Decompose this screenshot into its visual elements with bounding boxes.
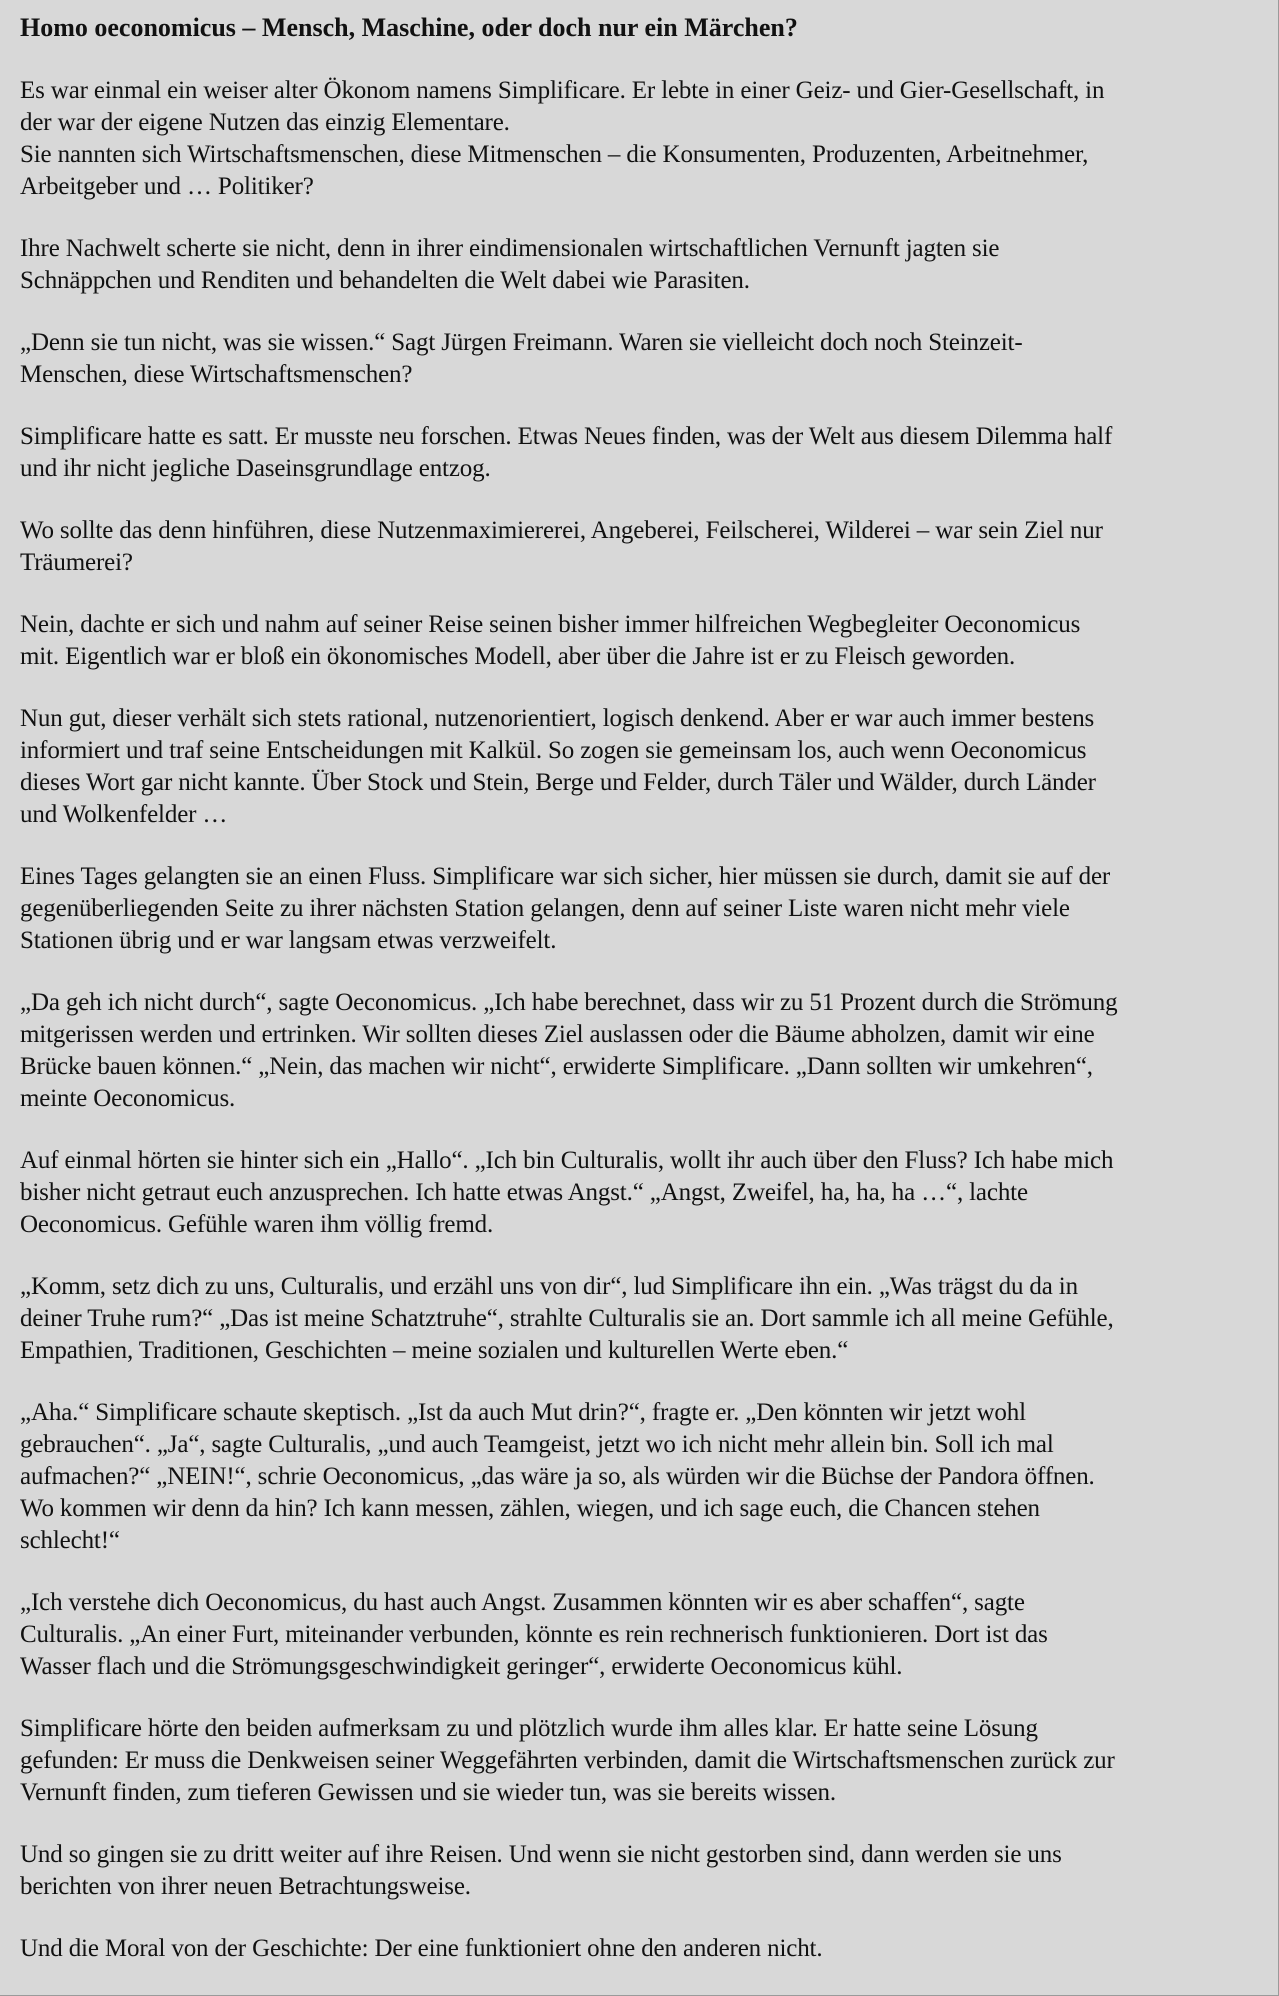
paragraph-11 <box>20 1271 1258 1367</box>
text-line: Oeconomicus. Gefühle waren ihm völlig fremd. <box>20 1211 494 1238</box>
text-line: Auf einmal hörten sie hinter sich ein „Hallo“. „Ich bin Culturalis, wollt ihr auch über den Fluss? Ich habe mich <box>20 1147 1114 1174</box>
text-line: gefunden: Er muss die Denkweisen seiner Weggefährten verbinden, damit die Wirtschaftsmenschen zurück zur <box>20 1747 1115 1774</box>
text-line: Arbeitgeber und … Politiker? <box>20 173 314 200</box>
text-line: Wo sollte das denn hinführen, diese Nutzenmaximiererei, Angeberei, Feilscherei, Wilderei – war sein Ziel nur <box>20 517 1103 544</box>
text-line: Träumerei? <box>20 549 133 576</box>
text-line: Stationen übrig und er war langsam etwas verzweifelt. <box>20 927 557 954</box>
text-line: „Aha.“ Simplificare schaute skeptisch. „Ist da auch Mut drin?“, fragte er. „Den könnten wir jetzt wohl <box>20 1399 1026 1426</box>
paragraph-2 <box>20 233 1258 297</box>
text-line: und ihr nicht jegliche Daseinsgrundlage entzog. <box>20 455 491 482</box>
text-line: Wasser flach und die Strömungsgeschwindigkeit geringer“, erwiderte Oeconomicus kühl. <box>20 1653 903 1680</box>
text-line: berichten von ihrer neuen Betrachtungsweise. <box>20 1873 471 1900</box>
paragraph-15 <box>20 1839 1258 1903</box>
text-line: gebrauchen“. „Ja“, sagte Culturalis, „und auch Teamgeist, jetzt wo ich nicht mehr allein bin. Soll ich mal <box>20 1431 1054 1458</box>
text-line: informiert und traf seine Entscheidungen mit Kalkül. So zogen sie gemeinsam los, auch wenn Oeconomicus <box>20 737 1087 764</box>
text-line: Nun gut, dieser verhält sich stets rational, nutzenorientiert, logisch denkend. Aber er war auch immer bestens <box>20 705 1095 732</box>
text-line: „Komm, setz dich zu uns, Culturalis, und erzähl uns von dir“, lud Simplificare ihn ein. „Was trägst du da in <box>20 1273 1078 1300</box>
paragraph-3 <box>20 327 1258 391</box>
text-line: dieses Wort gar nicht kannte. Über Stock und Stein, Berge und Felder, durch Täler und Wälder, durch Länder <box>20 769 1096 796</box>
text-line: „Denn sie tun nicht, was sie wissen.“ Sagt Jürgen Freimann. Waren sie vielleicht doch noch Steinzeit- <box>20 329 1023 356</box>
paragraph-8 <box>20 861 1258 957</box>
text-line: Und die Moral von der Geschichte: Der eine funktioniert ohne den anderen nicht. <box>20 1935 823 1962</box>
text-line: Sie nannten sich Wirtschaftsmenschen, diese Mitmenschen – die Konsumenten, Produzenten, Arbeitnehmer, <box>20 141 1089 168</box>
text-line: Es war einmal ein weiser alter Ökonom namens Simplificare. Er lebte in einer Geiz- und Gier-Gesellschaft, in <box>20 77 1105 104</box>
paragraph-12 <box>20 1397 1258 1557</box>
text-line: „Da geh ich nicht durch“, sagte Oeconomicus. „Ich habe berechnet, dass wir zu 51 Prozent durch die Strömung <box>20 989 1118 1016</box>
text-line: deiner Truhe rum?“ „Das ist meine Schatztruhe“, strahlte Culturalis sie an. Dort sammle ich all meine Gefühle, <box>20 1305 1114 1332</box>
document-title: Homo oeconomicus – Mensch, Maschine, oder doch nur ein Märchen? <box>20 13 798 42</box>
text-line: bisher nicht getraut euch anzusprechen. Ich hatte etwas Angst.“ „Angst, Zweifel, ha, ha, ha …“, lachte <box>20 1179 1028 1206</box>
text-line: Empathien, Traditionen, Geschichten – meine sozialen und kulturellen Werte eben.“ <box>20 1337 849 1364</box>
text-line: Eines Tages gelangten sie an einen Fluss. Simplificare war sich sicher, hier müssen sie durch, damit sie auf der <box>20 863 1111 890</box>
text-line: Simplificare hörte den beiden aufmerksam zu und plötzlich wurde ihm alles klar. Er hatte seine Lösung <box>20 1715 1038 1742</box>
text-line: Und so gingen sie zu dritt weiter auf ihre Reisen. Und wenn sie nicht gestorben sind, dann werden sie uns <box>20 1841 1062 1868</box>
text-line: mitgerissen werden und ertrinken. Wir sollten dieses Ziel auslassen oder die Bäume abholzen, damit wir eine <box>20 1021 1095 1048</box>
text-line: Brücke bauen können.“ „Nein, das machen wir nicht“, erwiderte Simplificare. „Dann sollten wir umkehren“, <box>20 1053 1093 1080</box>
text-line: mit. Eigentlich war er bloß ein ökonomisches Modell, aber über die Jahre ist er zu Fleisch geworden. <box>20 643 1016 670</box>
paragraph-14 <box>20 1713 1258 1809</box>
text-line: Nein, dachte er sich und nahm auf seiner Reise seinen bisher immer hilfreichen Wegbegleiter Oeconomicus <box>20 611 1081 638</box>
paragraph-10 <box>20 1145 1258 1241</box>
paragraph-5 <box>20 515 1258 579</box>
text-line: meinte Oeconomicus. <box>20 1085 236 1112</box>
text-line: Wo kommen wir denn da hin? Ich kann messen, zählen, wiegen, und ich sage euch, die Chancen stehen <box>20 1495 1040 1522</box>
text-line: Schnäppchen und Renditen und behandelten die Welt dabei wie Parasiten. <box>20 267 750 294</box>
paragraph-6 <box>20 609 1258 673</box>
text-line: aufmachen?“ „NEIN!“, schrie Oeconomicus, „das wäre ja so, als würden wir die Büchse der Pandora öffnen. <box>20 1463 1095 1490</box>
paragraph-1 <box>20 75 1258 203</box>
text-line: Menschen, diese Wirtschaftsmenschen? <box>20 361 413 388</box>
paragraph-4 <box>20 421 1258 485</box>
paragraph-9 <box>20 987 1258 1115</box>
text-line: „Ich verstehe dich Oeconomicus, du hast auch Angst. Zusammen könnten wir es aber schaffen“, sagte <box>20 1589 1025 1616</box>
text-line: schlecht!“ <box>20 1527 120 1554</box>
text-line: Simplificare hatte es satt. Er musste neu forschen. Etwas Neues finden, was der Welt aus diesem Dilemma half <box>20 423 1113 450</box>
text-line: Vernunft finden, zum tieferen Gewissen und sie wieder tun, was sie bereits wissen. <box>20 1779 836 1806</box>
paragraph-13 <box>20 1587 1258 1683</box>
text-line: der war der eigene Nutzen das einzig Elementare. <box>20 109 510 136</box>
text-line: und Wolkenfelder … <box>20 801 228 828</box>
text-line: Culturalis. „An einer Furt, miteinander verbunden, könnte es rein rechnerisch funktionieren. Dort ist das <box>20 1621 1048 1648</box>
text-line: gegenüberliegenden Seite zu ihrer nächsten Station gelangen, denn auf seiner Liste waren nicht mehr viele <box>20 895 1070 922</box>
paragraph-16 <box>20 1933 1258 1965</box>
text-line: Ihre Nachwelt scherte sie nicht, denn in ihrer eindimensionalen wirtschaftlichen Vernunft jagten sie <box>20 235 1000 262</box>
paragraph-7 <box>20 703 1258 831</box>
